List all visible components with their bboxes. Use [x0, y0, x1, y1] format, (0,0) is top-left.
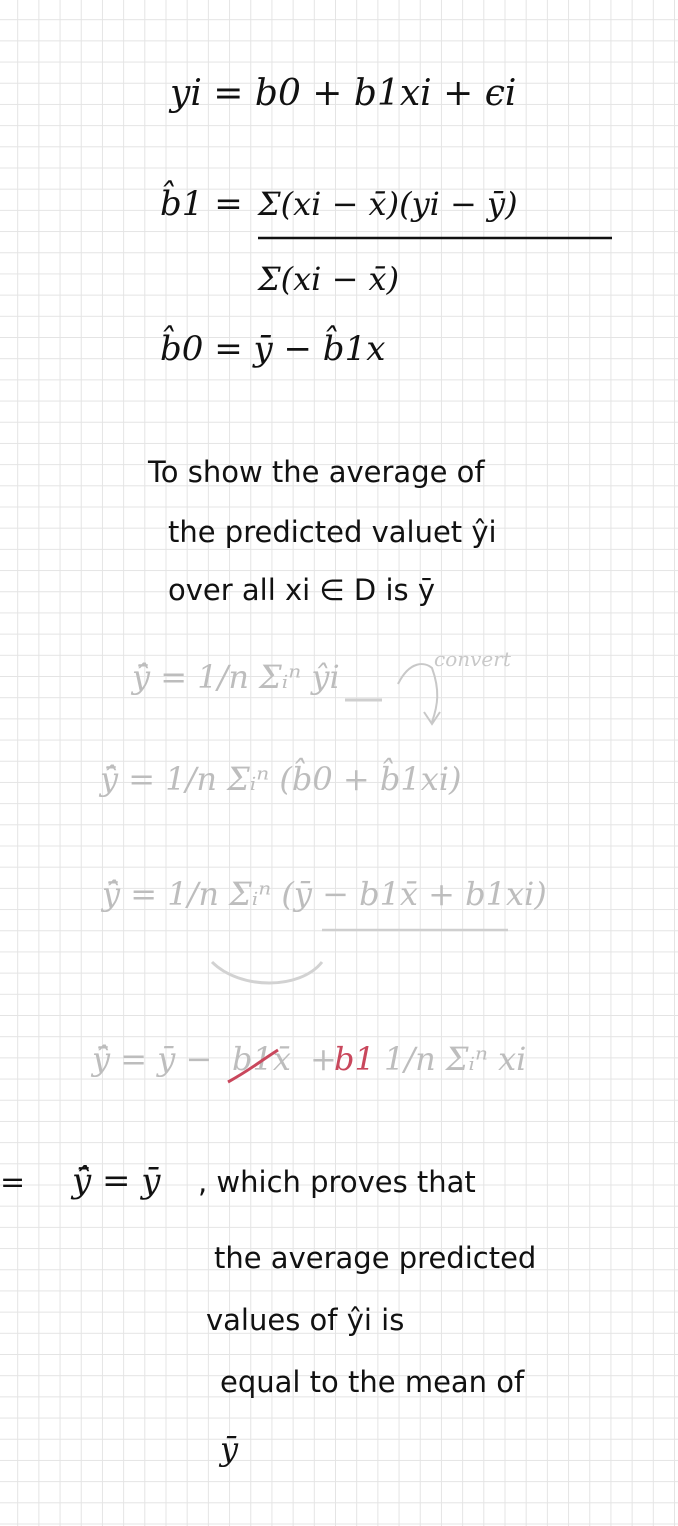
move-constant-arrow	[212, 962, 322, 983]
therefore-mark: =	[0, 1165, 26, 1200]
goal-line-1: To show the average of	[148, 455, 485, 489]
goal-line-2: the predicted valuet ŷi	[168, 515, 497, 549]
convert-arrow	[398, 664, 437, 722]
step-4-left: ŷ̄ = ȳ −	[92, 1040, 213, 1078]
b1-hat-numerator: Σ(xi − x̄)(yi − ȳ)	[258, 185, 518, 223]
conclusion-line-4: equal to the mean of	[220, 1365, 525, 1399]
conclusion-equation: ŷ̄ = ȳ	[72, 1161, 161, 1201]
conclusion-line-1: , which proves that	[198, 1165, 476, 1199]
b0-hat-equation: b̂0 = ȳ − b̂1x	[160, 329, 386, 369]
b1-hat-label: b̂1 =	[160, 184, 243, 224]
conclusion-line-3: values of ŷi is	[206, 1303, 405, 1337]
conclusion-line-5: ȳ	[220, 1430, 239, 1468]
step-3: ŷ̄ = 1/n Σᵢⁿ (ȳ − b1x̄ + b1xi)	[102, 875, 547, 913]
step-4-plus: +	[310, 1040, 337, 1078]
step-4-cancel-term-2: b1	[334, 1040, 375, 1078]
b1-hat-denominator: Σ(xi − x̄)	[258, 260, 400, 298]
conclusion-line-2: the average predicted	[214, 1241, 537, 1275]
goal-line-3: over all xi ∈ D is ȳ	[168, 573, 436, 607]
convert-label: convert	[434, 647, 511, 671]
convert-arrow-head	[424, 712, 440, 724]
model-equation: yi = b0 + b1xi + ϵi	[170, 73, 517, 114]
step-1: ŷ̄ = 1/n Σᵢⁿ ŷi	[132, 658, 340, 696]
step-4-cancel-term-1: b1x̄	[232, 1040, 291, 1078]
step-2: ŷ̄ = 1/n Σᵢⁿ (b̂0 + b̂1xi)	[100, 760, 462, 798]
step-4-right: 1/n Σᵢⁿ xi	[384, 1040, 527, 1078]
